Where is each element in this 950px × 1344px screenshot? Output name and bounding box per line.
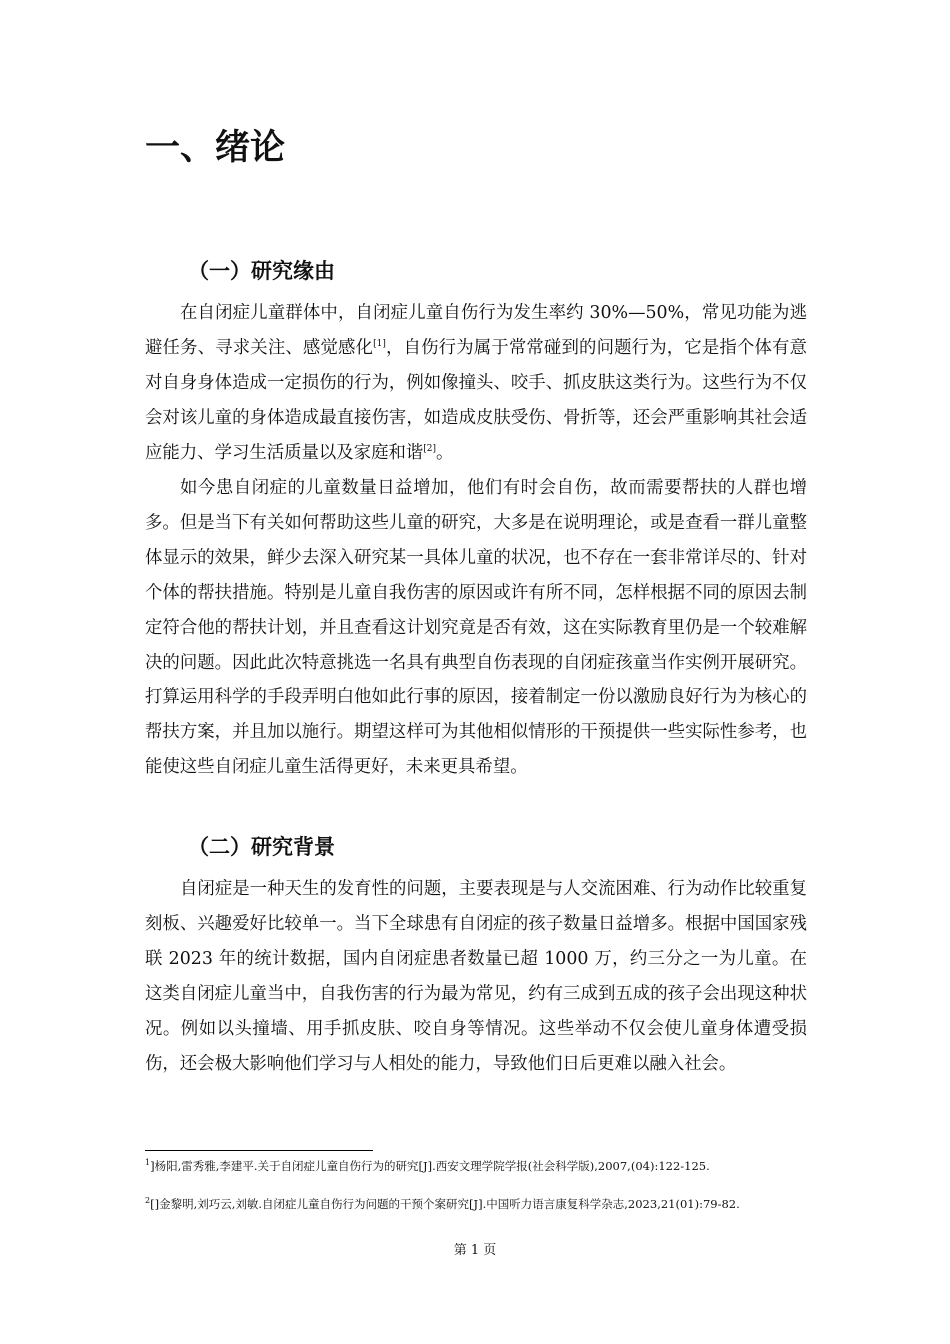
paragraph-text: 在自闭症儿童群体中，自闭症儿童自伤行为发生率约 30%—50%，常见功能为逃避任务、寻求关注、感觉感化 <box>145 303 807 358</box>
paragraph-origin-1 <box>145 296 807 471</box>
paragraph-background-1: 自闭症是一种天生的发育性的问题，主要表现是与人交流困难、行为动作比较重复刻板、兴趣爱好比较单一。当下全球患有自闭症的孩子数量日益增多。根据中国国家残联 2023 年的统计数据，国内自闭症患者数量已超 1000 万，约三分之一为儿童。在这类自闭症儿童当中，自我伤害的行为最为常见，约有三成到五成的孩子会出现这种状况。例如以头撞墙、用手抓皮肤、咬自身等情况。这些举动不仅会使儿童身体遭受损伤，还会极大影响他们学习与人相处的能力，导致他们日后更难以融入社会。 <box>145 879 807 1074</box>
footnote-mark: 1 <box>145 1158 151 1168</box>
footnote-2 <box>145 1196 785 1213</box>
section-title-research-origin: （一）研究缘由 <box>188 259 335 283</box>
paragraph-origin-2: 如今患自闭症的儿童数量日益增加，他们有时会自伤，故而需要帮扶的人群也增多。但是当下有关如何帮助这些儿童的研究，大多是在说明理论，或是查看一群儿童整体显示的效果，鲜少去深入研究某一具体儿童的状况，也不存在一套非常详尽的、针对个体的帮扶措施。特别是儿童自我伤害的原因或许有所不同，怎样根据不同的原因去制定符合他的帮扶计划，并且查看这计划究竟是否有效，这在实际教育里仍是一个较难解决的问题。因此此次特意挑选一名具有典型自伤表现的自闭症孩童当作实例开展研究。打算运用科学的手段弄明白他如此行事的原因，接着制定一份以激励良好行为为核心的帮扶方案，并且加以施行。期望这样可为其他相似情形的干预提供一些实际性参考，也能使这些自闭症儿童生活得更好，未来更具希望。 <box>145 478 807 778</box>
paragraph-text: ，自伤行为属于常常碰到的问题行为，它是指个体有意对自身身体造成一定损伤的行为，例如像撞头、咬手、抓皮肤这类行为。这些行为不仅会对该儿童的身体造成最直接伤害，如造成皮肤受伤、骨折等，还会严重影响其社会适应能力、学习生活质量以及家庭和谐 <box>145 337 807 463</box>
citation-ref-2: [2] <box>423 443 437 454</box>
footnote-divider <box>145 1150 373 1151</box>
paragraph-text: 。 <box>436 442 454 463</box>
footnote-mark: 2 <box>145 1196 151 1206</box>
page-number: 第 1 页 <box>453 1243 497 1258</box>
footnote-text: []金黎明,刘巧云,刘敏.自闭症儿童自伤行为问题的干预个案研究[J].中国听力语言康复科学杂志,2023,21(01):79-82. <box>150 1197 740 1211</box>
footnote-text: ]杨阳,雷秀雅,李建平.关于自闭症儿童自伤行为的研究[J].西安文理学院学报(社会科学版),2007,(04):122-125. <box>150 1159 710 1173</box>
chapter-title: 一、绪论 <box>145 128 286 168</box>
section-title-research-background: （二）研究背景 <box>188 835 335 859</box>
citation-ref-1: [1] <box>373 339 386 350</box>
footnote-1 <box>145 1158 785 1175</box>
